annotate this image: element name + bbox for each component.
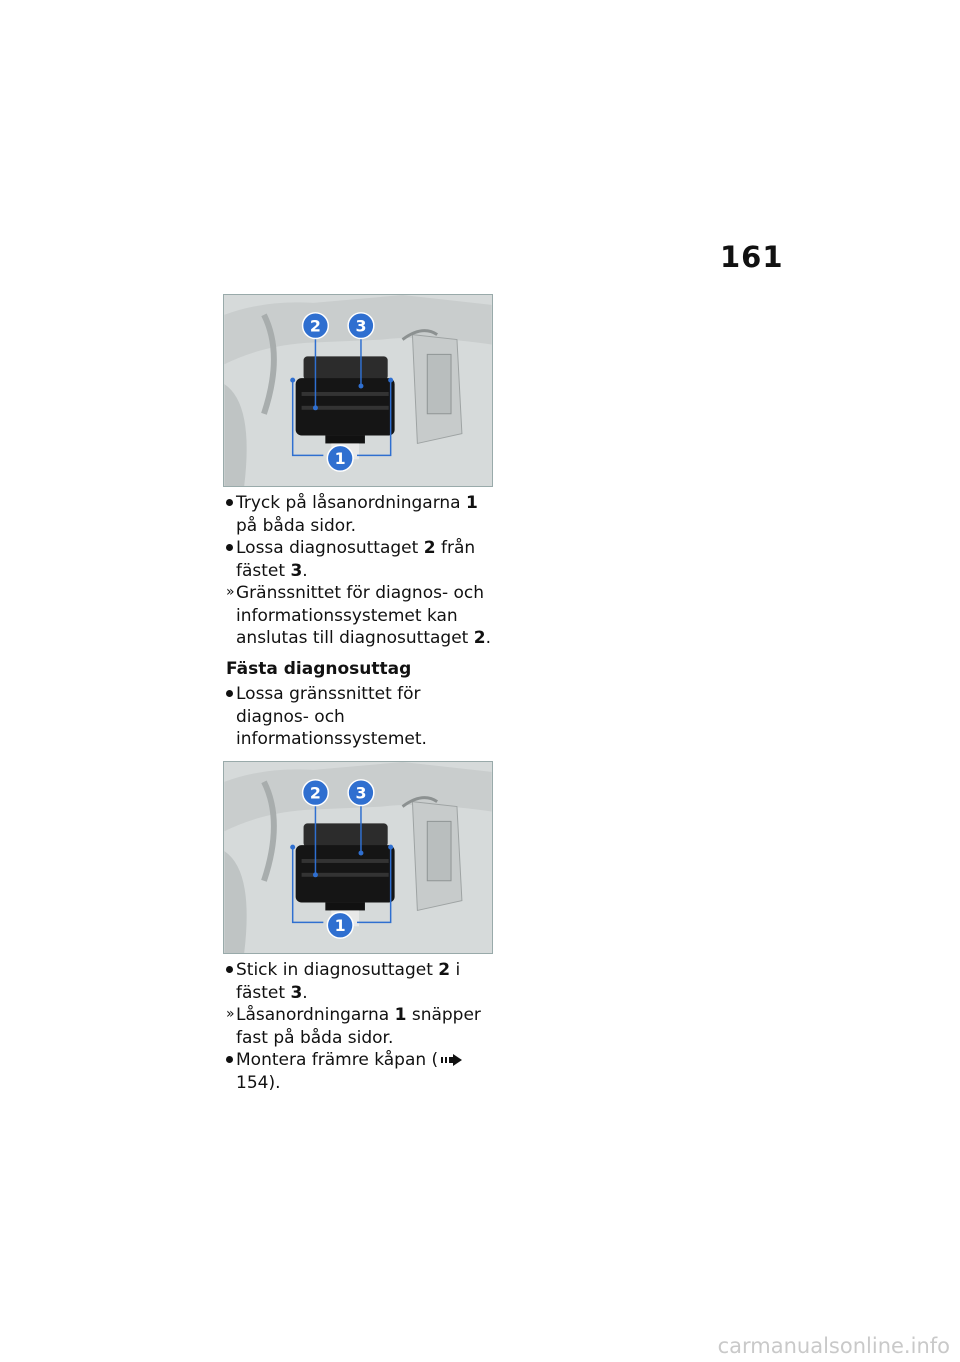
result-arrow-icon: » xyxy=(226,1006,235,1022)
figure-diagnostic-socket-2 xyxy=(223,761,493,954)
result-locks-snap: » Låsanordningarna 1 snäpper fast på båda sidor. xyxy=(226,1005,481,1048)
connector-illustration xyxy=(224,295,492,486)
svg-text:2: 2 xyxy=(309,783,321,803)
connector-illustration xyxy=(224,762,492,953)
svg-text:1: 1 xyxy=(334,449,346,469)
watermark: carmanualsonline.info xyxy=(717,1334,950,1358)
figure-diagnostic-socket-1 xyxy=(223,294,493,487)
callout-1 xyxy=(327,912,353,938)
svg-text:3: 3 xyxy=(355,783,367,803)
step-release-interface: Lossa gränssnittet för diagnos- och informationssystemet. xyxy=(236,684,427,749)
svg-text:1: 1 xyxy=(334,916,346,936)
callout-2 xyxy=(303,313,329,339)
result-interface-connect: » Gränssnittet för diagnos- och informationssystemet kan anslutas till diagnosuttaget 2. xyxy=(226,583,491,648)
callout-1 xyxy=(327,445,353,471)
step-release-socket: Lossa diagnosuttaget 2 från fästet 3. xyxy=(236,538,476,581)
page-reference-arrow-icon xyxy=(441,1054,463,1066)
instructions-remove xyxy=(226,492,496,751)
page-number: 161 xyxy=(720,240,784,274)
step-press-locks: Tryck på låsanordningarna 1 på båda sidor. xyxy=(236,493,478,536)
instructions-fasten xyxy=(226,959,496,1094)
callout-2 xyxy=(303,780,329,806)
step-insert-socket: Stick in diagnosuttaget 2 i fästet 3. xyxy=(236,960,461,1003)
step-mount-cover: Montera främre kåpan (154). xyxy=(226,1049,496,1094)
callout-3 xyxy=(348,780,374,806)
page-reference-link[interactable]: 154 xyxy=(236,1072,269,1093)
callout-3 xyxy=(348,313,374,339)
result-arrow-icon: » xyxy=(226,584,235,600)
svg-text:2: 2 xyxy=(309,316,321,336)
svg-text:3: 3 xyxy=(355,316,367,336)
section-heading: Fästa diagnosuttag xyxy=(226,658,412,679)
